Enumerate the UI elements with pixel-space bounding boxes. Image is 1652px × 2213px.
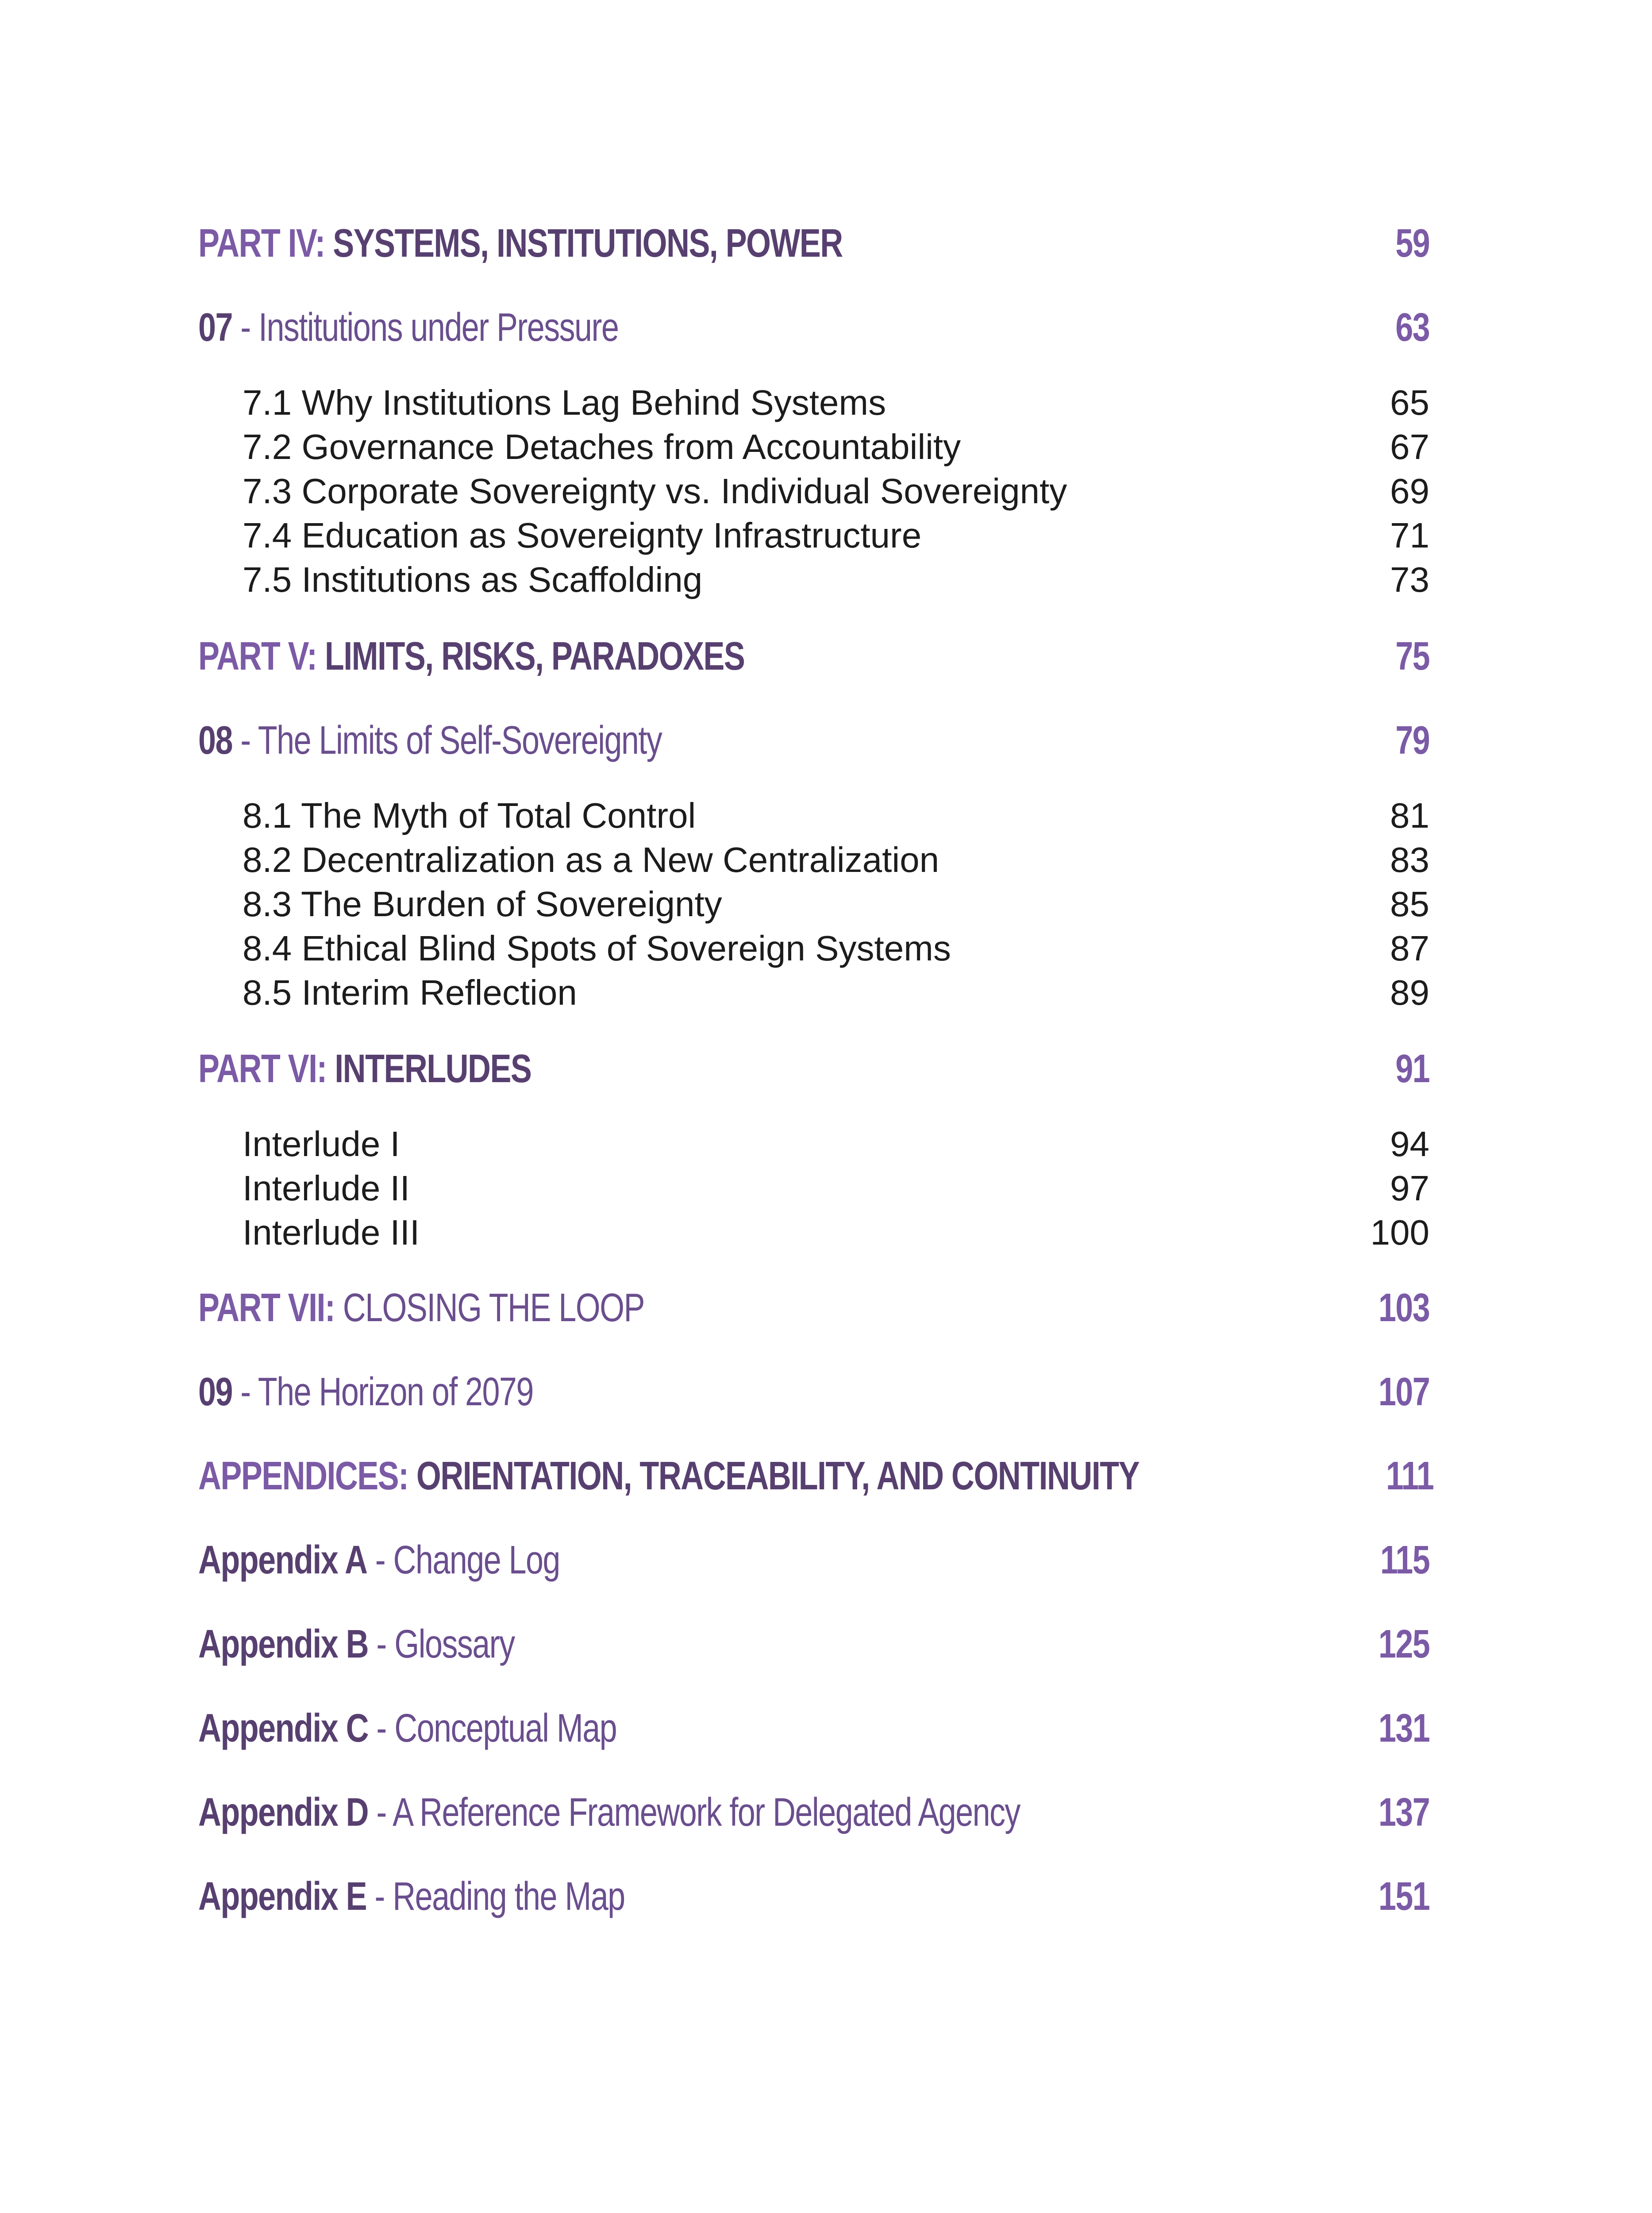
page-number: 89	[1390, 973, 1429, 1012]
section-title: 7.3 Corporate Sovereignty vs. Individual Sovereignty	[243, 471, 1067, 511]
separator: -	[368, 1622, 395, 1666]
toc-interlude-2[interactable]	[243, 1166, 1429, 1211]
section-title: 7.5 Institutions as Scaffolding	[243, 560, 703, 599]
toc-part-vii[interactable]	[198, 1284, 1429, 1332]
toc-interlude-3[interactable]	[243, 1211, 1429, 1255]
part-title: ORIENTATION, TRACEABILITY, AND CONTINUITY	[416, 1454, 1139, 1498]
page-number: 59	[1395, 221, 1429, 266]
toc-appendix-e[interactable]	[198, 1872, 1429, 1921]
part-title: CLOSING THE LOOP	[343, 1286, 644, 1330]
toc-appendix-c[interactable]	[198, 1704, 1429, 1753]
section-title: 7.2 Governance Detaches from Accountability	[243, 427, 961, 467]
page-number: 94	[1390, 1124, 1429, 1164]
page-number: 85	[1390, 884, 1429, 924]
page-number: 87	[1390, 929, 1429, 968]
part-title: LIMITS, RISKS, PARADOXES	[324, 634, 745, 679]
page-number: 131	[1378, 1706, 1429, 1750]
section-title: 7.4 Education as Sovereignty Infrastructure	[243, 516, 922, 555]
separator: -	[232, 1370, 258, 1414]
toc-appendices-label	[198, 1452, 1139, 1500]
section-title: 8.5 Interim Reflection	[243, 973, 577, 1012]
toc-appendix-b[interactable]	[198, 1620, 1429, 1669]
part-prefix: PART VII:	[198, 1286, 335, 1330]
separator: -	[232, 718, 258, 763]
toc-part-vi-label	[198, 1045, 531, 1093]
chapter-number: 08	[198, 718, 232, 763]
toc-section-7-3[interactable]	[243, 469, 1429, 513]
toc-part-iv[interactable]	[198, 219, 1429, 268]
toc-part-v-label	[198, 632, 744, 681]
page-number: 75	[1395, 634, 1429, 679]
toc-chapter-08[interactable]	[198, 716, 1429, 765]
section-title: 8.3 The Burden of Sovereignty	[243, 884, 722, 924]
toc-part-v[interactable]	[198, 632, 1429, 681]
page-number: 65	[1390, 383, 1429, 422]
separator: -	[368, 1706, 395, 1750]
toc-chapter-08-label	[198, 716, 662, 765]
page-number: 63	[1395, 305, 1429, 350]
page-number: 91	[1395, 1047, 1429, 1091]
part-prefix: APPENDICES:	[198, 1454, 408, 1498]
appendix-number: Appendix B	[198, 1622, 369, 1666]
toc-appendix-c-label	[198, 1704, 616, 1753]
page-number: 115	[1380, 1538, 1429, 1582]
part-title: SYSTEMS, INSTITUTIONS, POWER	[333, 221, 843, 266]
toc-chapter-09-label	[198, 1368, 533, 1416]
appendix-number: Appendix C	[198, 1706, 369, 1750]
toc-section-8-3[interactable]	[243, 882, 1429, 926]
page-number: 125	[1378, 1622, 1429, 1666]
toc-appendix-e-label	[198, 1872, 625, 1921]
appendix-title: Change Log	[393, 1538, 560, 1582]
page-number: 71	[1390, 516, 1429, 555]
interlude-title: Interlude II	[243, 1168, 410, 1208]
separator: -	[367, 1538, 393, 1582]
page-number: 107	[1378, 1370, 1429, 1414]
chapter-title: Institutions under Pressure	[258, 305, 619, 350]
toc-section-7-1[interactable]	[243, 381, 1429, 425]
page-number: 69	[1390, 471, 1429, 511]
toc-chapter-07[interactable]	[198, 303, 1429, 352]
section-title: 7.1 Why Institutions Lag Behind Systems	[243, 383, 886, 422]
page-number: 67	[1390, 427, 1429, 467]
interlude-title: Interlude I	[243, 1124, 400, 1164]
toc-chapter-07-label	[198, 303, 618, 352]
toc-appendix-d[interactable]	[198, 1788, 1429, 1837]
chapter-number: 07	[198, 305, 232, 350]
section-title: 8.2 Decentralization as a New Centralization	[243, 840, 940, 879]
part-prefix: PART V:	[198, 634, 317, 679]
part-prefix: PART IV:	[198, 221, 325, 266]
separator: -	[232, 305, 259, 350]
appendix-number: Appendix A	[198, 1538, 367, 1582]
toc-part-iv-label	[198, 219, 843, 268]
toc-appendices[interactable]	[198, 1452, 1434, 1500]
chapter-title: The Horizon of 2079	[258, 1370, 533, 1414]
page-number: 97	[1390, 1168, 1429, 1208]
toc-section-8-4[interactable]	[243, 926, 1429, 971]
toc-interlude-1[interactable]	[243, 1122, 1429, 1166]
page-number: 100	[1370, 1213, 1429, 1252]
appendix-number: Appendix D	[198, 1790, 369, 1835]
appendix-number: Appendix E	[198, 1874, 367, 1919]
page-number: 151	[1378, 1874, 1429, 1919]
toc-part-vi[interactable]	[198, 1045, 1429, 1093]
section-title: 8.1 The Myth of Total Control	[243, 796, 696, 835]
part-title: INTERLUDES	[335, 1047, 531, 1091]
appendix-title: A Reference Framework for Delegated Agency	[393, 1790, 1020, 1835]
appendix-title: Glossary	[394, 1622, 515, 1666]
page-number: 103	[1378, 1286, 1429, 1330]
appendix-title: Reading the Map	[393, 1874, 625, 1919]
page-number: 73	[1390, 560, 1429, 599]
section-title: 8.4 Ethical Blind Spots of Sovereign Systems	[243, 929, 951, 968]
interlude-title: Interlude III	[243, 1213, 420, 1252]
toc-section-7-2[interactable]	[243, 425, 1429, 469]
toc-part-vii-label	[198, 1284, 644, 1332]
separator: -	[366, 1874, 393, 1919]
part-prefix: PART VI:	[198, 1047, 327, 1091]
toc-section-8-2[interactable]	[243, 838, 1429, 882]
toc-appendix-a-label	[198, 1536, 560, 1585]
toc-appendix-b-label	[198, 1620, 514, 1669]
page-number: 79	[1395, 718, 1429, 763]
page-number: 111	[1386, 1454, 1434, 1498]
page-number: 137	[1378, 1790, 1429, 1835]
chapter-title: The Limits of Self-Sovereignty	[258, 718, 662, 763]
page-number: 83	[1390, 840, 1429, 879]
toc-chapter-09[interactable]	[198, 1368, 1429, 1416]
page-number: 81	[1390, 796, 1429, 835]
toc-section-7-5[interactable]	[243, 558, 1429, 602]
toc-appendix-d-label	[198, 1788, 1020, 1837]
toc-section-7-4[interactable]	[243, 513, 1429, 558]
toc-appendix-a[interactable]	[198, 1536, 1429, 1585]
toc-section-8-5[interactable]	[243, 971, 1429, 1015]
separator: -	[368, 1790, 393, 1835]
appendix-title: Conceptual Map	[394, 1706, 617, 1750]
chapter-number: 09	[198, 1370, 232, 1414]
toc-section-8-1[interactable]	[243, 794, 1429, 838]
